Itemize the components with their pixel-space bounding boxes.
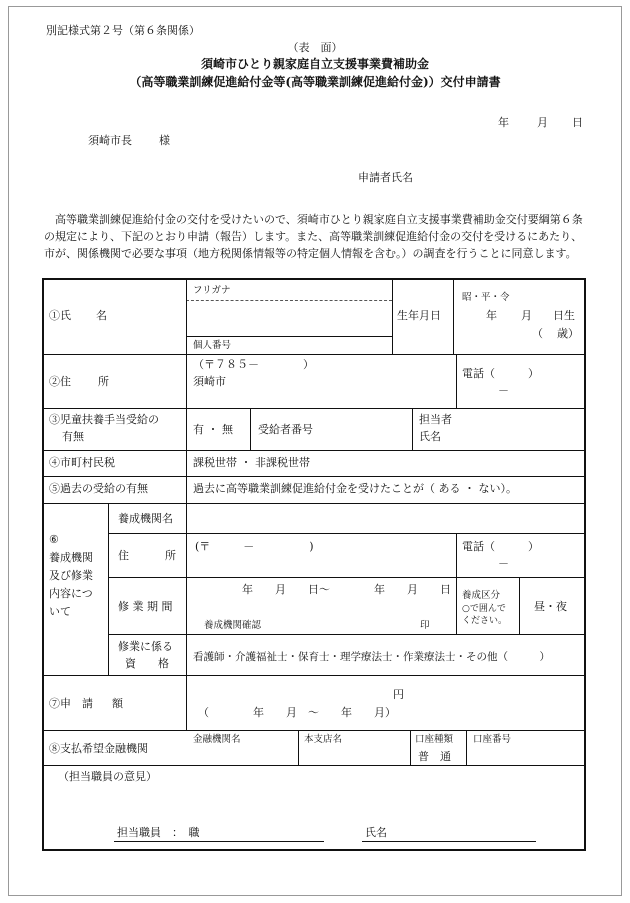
institution-phone-dash: －	[498, 557, 509, 570]
institution-postal: (〒 － )	[195, 540, 314, 553]
study-period-dates: 年 月 日～ 年 月 日	[242, 583, 451, 596]
intro-paragraph: 高等職業訓練促進給付金の交付を受けたいので、須崎市ひとり親家庭自立支援事業費補助金交付要綱第６条の規定により、下記のとおり申請（報告）します。また、高等職業訓練促進給付金の交付を受けるにあたり、市が、関係機関で必要な事項（地方税関係情報等の特定個人情報を含む。）の調査を行うことに同意します。	[44, 213, 583, 260]
allowance-choice: 有 ・ 無	[193, 423, 233, 436]
day-night-choice: 昼・夜	[534, 600, 567, 613]
training-division-note: ○で囲んで	[462, 604, 506, 614]
institution-address-label-2: 所	[165, 549, 176, 562]
phone-label: 電話（ ）	[462, 367, 539, 380]
training-label-3: 及び修業	[49, 569, 93, 582]
form-subtitle: （高等職業訓練促進給付金等(高等職業訓練促進給付金)）交付申請書	[129, 75, 501, 89]
birth-year: 年	[486, 309, 497, 322]
date-year: 年	[498, 116, 509, 129]
age-label: 歳）	[557, 327, 579, 340]
training-label-2: 養成機関	[49, 551, 93, 564]
staff-position-label: 担当職員 ： 職	[117, 826, 200, 839]
bank-institution-label: 金融機関名	[193, 734, 241, 745]
institution-address-label: 住	[118, 549, 129, 562]
age-open: （	[532, 327, 543, 340]
birth-month: 月	[521, 309, 532, 322]
training-label-1: ⑥	[49, 533, 59, 546]
name-label-2: 名	[96, 309, 107, 322]
account-number-label: 口座番号	[473, 734, 512, 745]
institution-name-label: 養成機関名	[118, 512, 173, 525]
amount-label: ⑦申	[49, 697, 71, 710]
amount-label-2: 請	[82, 697, 93, 710]
staff-label: 担当者	[419, 413, 452, 426]
era-choice: 昭・平・令	[462, 292, 510, 303]
applicant-name-label: 申請者氏名	[358, 171, 413, 184]
account-type-value: 普 通	[418, 750, 451, 763]
personal-number-label: 個人番号	[193, 340, 232, 351]
child-allowance-label-2: 有無	[62, 430, 84, 443]
addressee: 須崎市長	[88, 134, 132, 147]
address-label-2: 所	[98, 375, 109, 388]
bank-branch-label: 本支店名	[304, 734, 343, 745]
amount-label-3: 額	[112, 697, 123, 710]
training-division-note-2: ください。	[462, 616, 508, 626]
training-label-4: 内容につ	[49, 587, 93, 600]
side-label: （表 面）	[287, 41, 343, 54]
qualification-label-2: 資 格	[125, 657, 169, 670]
seal-mark: 印	[420, 620, 430, 631]
city: 須崎市	[193, 375, 226, 388]
account-type-label: 口座種類	[415, 734, 454, 745]
date-day: 日	[572, 116, 583, 129]
staff-name-field-label: 氏名	[365, 826, 387, 839]
birth-day: 日生	[553, 309, 575, 322]
tax-label: ④市町村民税	[49, 456, 115, 469]
furigana-label: フリガナ	[193, 285, 231, 296]
past-receipt-label: ⑤過去の受給の有無	[49, 482, 148, 495]
birth-date-label: 生年月日	[397, 309, 441, 322]
institution-confirmation-label: 養成機関確認	[204, 620, 262, 631]
training-division-label: 養成区分	[462, 590, 501, 601]
name-label: ①氏	[49, 309, 71, 322]
phone-dash: －	[498, 384, 509, 397]
study-period-label: 修 業 期 間	[118, 600, 173, 613]
address-label: ②住	[49, 375, 71, 388]
staff-opinion-label: （担当職員の意見）	[58, 770, 157, 783]
amount-period: （ 年 月 ～ 年 月）	[198, 706, 396, 719]
training-label-5: いて	[49, 605, 71, 618]
postal-code: （〒７８５－ ）	[193, 358, 314, 371]
past-receipt-statement: 過去に高等職業訓練促進給付金を受けたことが（ ある ・ ない）。	[193, 482, 517, 495]
institution-phone-label: 電話（ ）	[462, 540, 539, 553]
staff-name-label: 氏名	[419, 430, 441, 443]
qualification-label: 修業に係る	[118, 640, 173, 653]
form-number: 別記様式第２号（第６条関係）	[46, 24, 200, 37]
bank-label: ⑧支払希望金融機関	[49, 742, 148, 755]
date-month: 月	[537, 116, 548, 129]
addressee-honorific: 様	[159, 134, 170, 147]
yen-unit: 円	[393, 688, 404, 701]
form-title: 須崎市ひとり親家庭自立支援事業費補助金	[200, 57, 429, 71]
tax-choice: 課税世帯 ・ 非課税世帯	[193, 456, 310, 469]
child-allowance-label: ③児童扶養手当受給の	[49, 413, 159, 426]
qualification-choices: 看護師・介護福祉士・保育士・理学療法士・作業療法士・その他（ ）	[193, 651, 550, 663]
recipient-number-label: 受給者番号	[258, 423, 313, 436]
